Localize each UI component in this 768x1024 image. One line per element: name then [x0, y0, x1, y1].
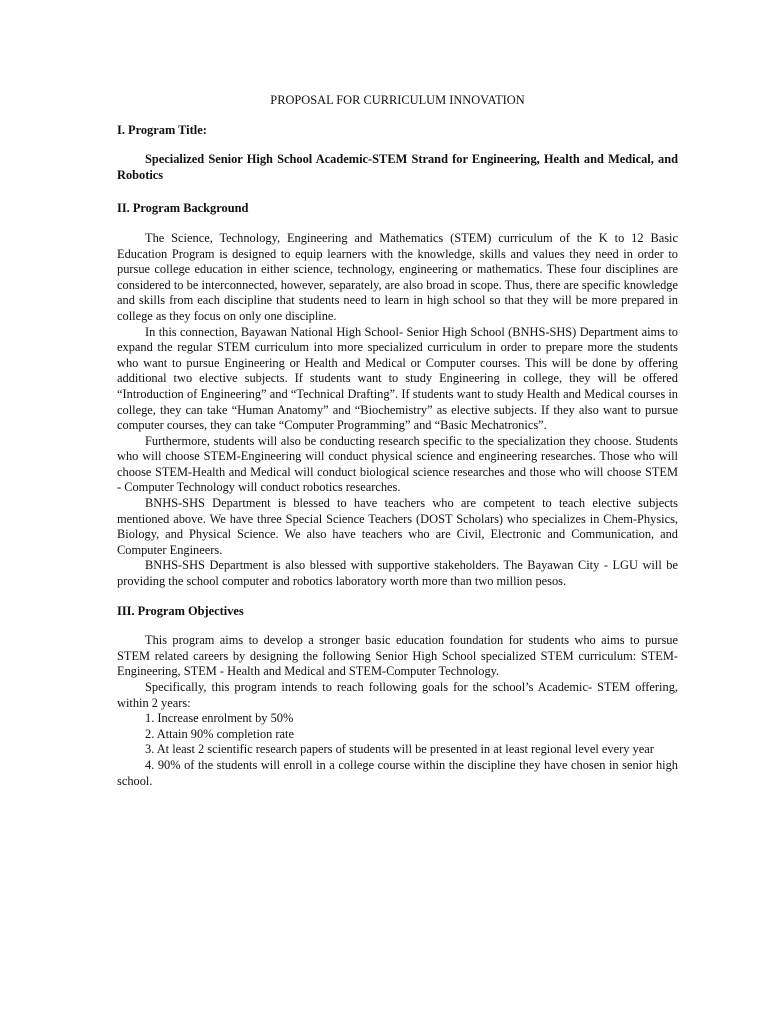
background-paragraph: BNHS-SHS Department is also blessed with supportive stakeholders. The Bayawan City - LGU will be providing the school computer and robotics laboratory worth more than two million pesos. — [117, 558, 678, 589]
objectives-paragraph: This program aims to develop a stronger basic education foundation for students who aims to pursue STEM related careers by designing the following Senior High School specialized STEM curriculum: STEM-Engineering, STEM - Health and Medical and STEM-Computer Technology. — [117, 633, 678, 679]
background-paragraph: BNHS-SHS Department is blessed to have teachers who are competent to teach elective subjects mentioned above. We have three Special Science Teachers (DOST Scholars) who specializes in Chem-Physics, Biology, and Physical Science. We also have teachers who are Civil, Electronic and Communication, and Computer Engineers. — [117, 496, 678, 557]
section-spacer — [117, 590, 678, 604]
background-paragraph: In this connection, Bayawan National High School- Senior High School (BNHS-SHS) Department aims to expand the regular STEM curriculum into more specialized curriculum in order to prepare more the students who want to pursue Engineering or Health and Medical or Computer courses. This will be done by offering additional two elective subjects. If students want to study Engineering in college, they will be offered “Introduction of Engineering” and “Technical Drafting”. If students want to study Health and Medical courses in college, they can take “Human Anatomy” and “Biochemistry” as elective subjects. If they also want to pursue computer courses, they can take “Computer Programming” and “Basic Mechatronics”. — [117, 324, 678, 433]
program-title-text: Specialized Senior High School Academic-STEM Strand for Engineering, Health and Medical, and Robotics — [117, 152, 678, 182]
goal-item: 1. Increase enrolment by 50% — [145, 711, 294, 726]
background-paragraph: The Science, Technology, Engineering and Mathematics (STEM) curriculum of the K to 12 Basic Education Program is designed to equip learners with the knowledge, skills and values they need in order to pursue college education in either science, technology, engineering or mathematics. These four disciplines are considered to be interconnected, however, separately, are also broad in scope. Thus, there are specific knowledge and skills from each discipline that students need to learn in high school so that they will be more prepared in college as they focus on only one discipline. — [117, 230, 678, 323]
objectives-paragraph: Specifically, this program intends to reach following goals for the school’s Academic- STEM offering, within 2 years: — [117, 680, 678, 710]
section-heading-program-title: I. Program Title: — [117, 122, 207, 137]
section-heading-program-background: II. Program Background — [117, 201, 249, 216]
goal-item: 4. 90% of the students will enroll in a college course within the discipline they have chosen in senior high school. — [117, 757, 678, 788]
document-body — [117, 93, 678, 789]
goal-item: 2. Attain 90% completion rate — [145, 726, 294, 741]
background-paragraph: Furthermore, students will also be conducting research specific to the specialization they choose. Students who will choose STEM-Engineering will conduct physical science and engineering researches. Those who will choose STEM-Health and Medical will conduct biological science researches and those who will choose STEM - Computer Technology will conduct robotics researches. — [117, 433, 678, 495]
document-title: PROPOSAL FOR CURRICULUM INNOVATION — [270, 93, 525, 107]
section-heading-program-objectives: III. Program Objectives — [117, 603, 244, 618]
goal-item: 3. At least 2 scientific research papers of students will be presented in at least regional level every year — [145, 742, 654, 757]
